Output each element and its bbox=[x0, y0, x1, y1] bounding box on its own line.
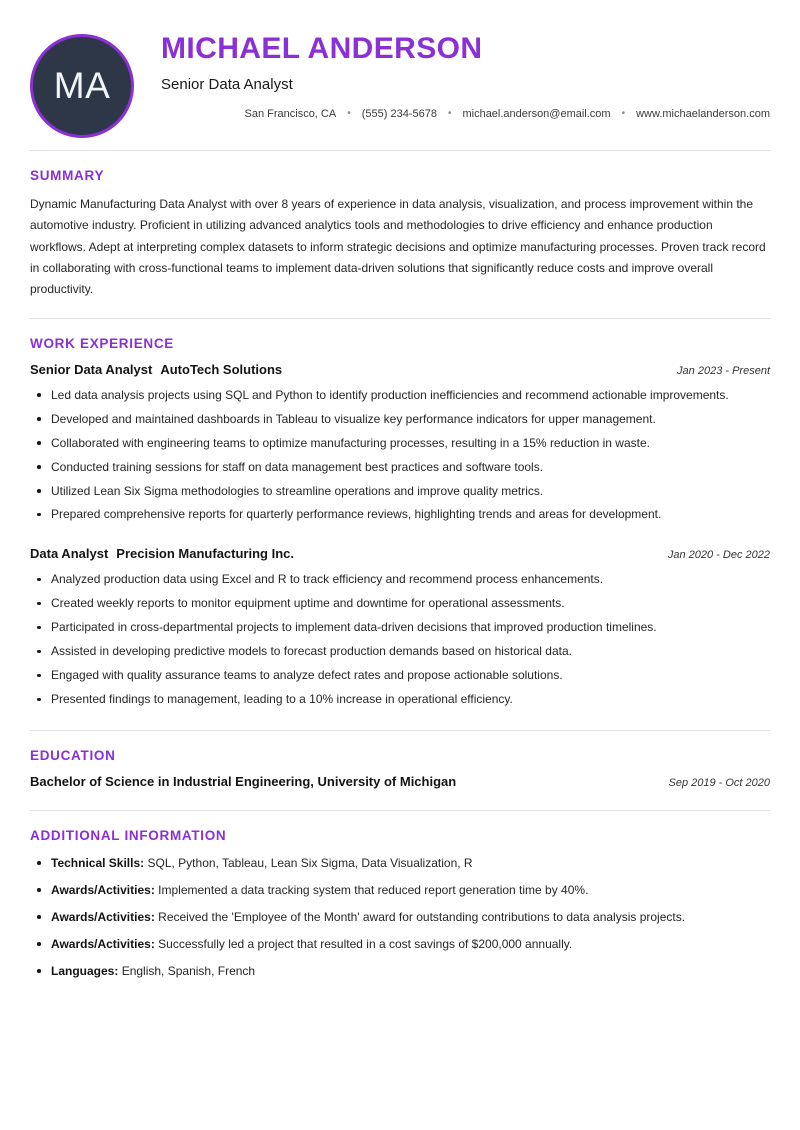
section-title-work-experience: WORK EXPERIENCE bbox=[30, 335, 175, 351]
list-item: Collaborated with engineering teams to optimize manufacturing processes, resulting in a 15% reduction in waste. bbox=[30, 434, 770, 453]
job-bullet-list bbox=[30, 386, 770, 525]
bullet-separator-icon: • bbox=[347, 107, 351, 119]
section-divider bbox=[30, 730, 770, 731]
contact-line bbox=[161, 108, 770, 120]
section-divider bbox=[30, 318, 770, 319]
job-heading bbox=[30, 546, 294, 563]
contact-phone: (555) 234-5678 bbox=[361, 107, 437, 120]
section-title-additional-information: ADDITIONAL INFORMATION bbox=[30, 828, 227, 844]
contact-email[interactable]: michael.anderson@email.com bbox=[462, 107, 611, 120]
page-title: MICHAEL ANDERSON bbox=[161, 32, 483, 65]
list-item: Participated in cross-departmental projects to implement data-driven decisions that improved production timelines. bbox=[30, 618, 770, 637]
list-item: Presented findings to management, leading to a 10% increase in operational efficiency. bbox=[30, 690, 770, 709]
summary-text: Dynamic Manufacturing Data Analyst with over 8 years of experience in data analysis, visualization, and process improvement within the automotive industry. Proficient in utilizing advanced analytics tools and methodologies to drive efficiency and enhance production workflows. Adept at interpreting complex datasets to inform strategic decisions and optimize manufacturing processes. Proven track record in collaborating with cross-functional teams to implement data-driven solutions that significantly reduce costs and improve overall productivity. bbox=[30, 197, 766, 297]
resume-header bbox=[30, 0, 770, 150]
job-title: Data Analyst bbox=[30, 546, 109, 562]
list-item: Conducted training sessions for staff on data management best practices and software tools. bbox=[30, 458, 770, 477]
section-title-education: EDUCATION bbox=[30, 748, 116, 764]
education-entry bbox=[30, 774, 770, 789]
info-label: Technical Skills: bbox=[51, 856, 145, 871]
info-label: Awards/Activities: bbox=[51, 883, 155, 898]
education-dates: Sep 2019 - Oct 2020 bbox=[668, 777, 770, 790]
job-dates: Jan 2020 - Dec 2022 bbox=[667, 549, 770, 562]
contact-location: San Francisco, CA bbox=[244, 107, 337, 120]
job-header bbox=[30, 546, 770, 563]
job-entry bbox=[30, 531, 770, 716]
info-label: Awards/Activities: bbox=[51, 937, 155, 952]
list-item: Prepared comprehensive reports for quarterly performance reviews, highlighting trends and areas for development. bbox=[30, 505, 770, 524]
list-item: Created weekly reports to monitor equipment uptime and downtime for operational assessments. bbox=[30, 594, 770, 613]
job-title: Senior Data Analyst bbox=[30, 361, 153, 377]
additional-info-list bbox=[30, 854, 770, 980]
section-summary bbox=[30, 168, 770, 318]
info-value: Received the 'Employee of the Month' award for outstanding contributions to data analysis projects. bbox=[158, 910, 686, 925]
avatar-initials: MA bbox=[53, 65, 111, 106]
list-item: Developed and maintained dashboards in Tableau to visualize key performance indicators for upper management. bbox=[30, 410, 770, 429]
list-item bbox=[30, 962, 770, 980]
list-item: Utilized Lean Six Sigma methodologies to streamline operations and improve quality metrics. bbox=[30, 482, 770, 501]
section-divider bbox=[30, 810, 770, 811]
job-bullet-list bbox=[30, 570, 770, 709]
job-company: Precision Manufacturing Inc. bbox=[116, 546, 294, 562]
bullet-separator-icon: • bbox=[621, 107, 626, 119]
header-job-title: Senior Data Analyst bbox=[161, 75, 293, 93]
spacer bbox=[30, 716, 770, 730]
info-label: Awards/Activities: bbox=[51, 910, 155, 925]
list-item bbox=[30, 908, 770, 926]
section-additional-information bbox=[30, 828, 770, 980]
list-item: Engaged with quality assurance teams to analyze defect rates and propose actionable solutions. bbox=[30, 666, 770, 685]
list-item: Analyzed production data using Excel and R to track efficiency and recommend process enhancements. bbox=[30, 570, 770, 589]
list-item: Led data analysis projects using SQL and Python to identify production inefficiencies and recommend actionable improvements. bbox=[30, 386, 770, 405]
job-dates: Jan 2023 - Present bbox=[677, 364, 770, 377]
job-entry bbox=[30, 362, 770, 532]
info-value: SQL, Python, Tableau, Lean Six Sigma, Data Visualization, R bbox=[147, 856, 473, 871]
info-value: English, Spanish, French bbox=[121, 964, 256, 979]
bullet-separator-icon: • bbox=[447, 107, 452, 119]
job-company: AutoTech Solutions bbox=[160, 361, 283, 377]
education-degree: Bachelor of Science in Industrial Engineering, University of Michigan bbox=[30, 774, 457, 790]
contact-website[interactable]: www.michaelanderson.com bbox=[636, 107, 770, 120]
section-education bbox=[30, 748, 770, 810]
info-value: Successfully led a project that resulted in a cost savings of $200,000 annually. bbox=[158, 937, 573, 952]
spacer bbox=[30, 792, 770, 810]
job-header bbox=[30, 362, 770, 379]
section-work-experience bbox=[30, 336, 770, 730]
job-heading bbox=[30, 362, 282, 379]
avatar bbox=[30, 34, 134, 138]
header-main bbox=[134, 30, 770, 120]
list-item: Assisted in developing predictive models to forecast production demands based on historical data. bbox=[30, 642, 770, 661]
info-value: Implemented a data tracking system that reduced report generation time by 40%. bbox=[158, 883, 589, 898]
list-item bbox=[30, 881, 770, 899]
section-title-summary: SUMMARY bbox=[30, 168, 105, 183]
list-item bbox=[30, 854, 770, 872]
info-label: Languages: bbox=[51, 964, 119, 979]
list-item bbox=[30, 935, 770, 953]
section-divider bbox=[30, 150, 770, 151]
